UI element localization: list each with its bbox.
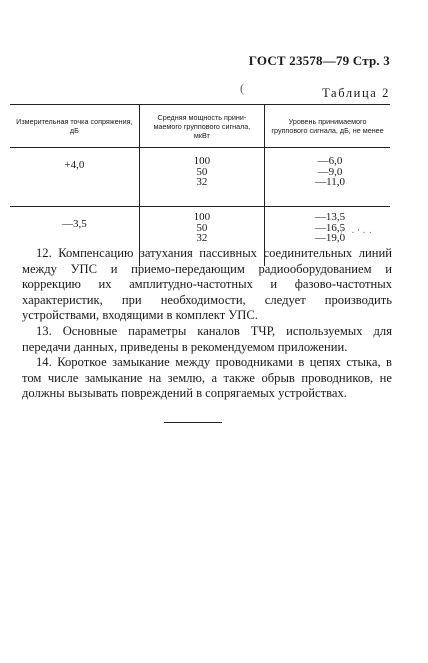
- paragraph-13: 13. Основные параметры каналов ТЧР, используемых для передачи данных, приведены в рекомендуемом приложении.: [22, 323, 392, 354]
- level-value: —19,0: [314, 232, 346, 244]
- table-row: [10, 148, 390, 207]
- point-cell: +4,0: [64, 159, 85, 171]
- point-cell: —3,5: [10, 207, 139, 267]
- level-value: —6,0: [317, 155, 343, 167]
- power-value: 100: [193, 155, 211, 167]
- paragraph-12: 12. Компенсацию затухания пассивных соединительных линий между УПС и приемо-передающим радиооборудованием и коррекцию их амплитудно-частотных и фазово-частотных характеристик, при необходимости, следует производить устройствами, входящими в комплект УПС.: [22, 246, 392, 323]
- power-value: 50: [196, 165, 208, 178]
- power-cell: [139, 148, 264, 207]
- power-value: 32: [196, 176, 208, 188]
- power-value: 100: [193, 211, 211, 223]
- power-value: 32: [196, 232, 208, 244]
- column-header-level: Уровень принимаемого группового сигнала, дБ, не менее: [265, 105, 390, 148]
- table-caption: Таблица 2: [322, 86, 390, 100]
- page-header: ГОСТ 23578—79 Стр. 3: [248, 53, 390, 68]
- level-value: —13,5: [314, 211, 346, 223]
- data-table: [10, 104, 390, 266]
- level-value: —9,0: [317, 165, 343, 178]
- level-value: —11,0: [315, 176, 345, 188]
- column-header-power: Средняя мощность прини-маемого группового сигнала, мкВт: [139, 105, 264, 148]
- level-value: —16,5: [314, 221, 346, 234]
- column-header-point: Измерительная точка сопряжения, дБ: [10, 105, 139, 148]
- end-rule: [164, 422, 222, 423]
- paragraph-14: 14. Короткое замыкание между проводниками в цепях стыка, в том числе замыкание на землю, а также обрыв проводников, не должны вызывать повреждений в сопрягаемых устройствах.: [22, 355, 392, 401]
- level-cell: [265, 148, 390, 207]
- body-text: [22, 246, 392, 402]
- margin-scribble: / ·'··: [340, 228, 376, 239]
- handwritten-mark: (: [240, 81, 244, 95]
- power-value: 50: [196, 221, 208, 234]
- table-header-row: [10, 105, 390, 148]
